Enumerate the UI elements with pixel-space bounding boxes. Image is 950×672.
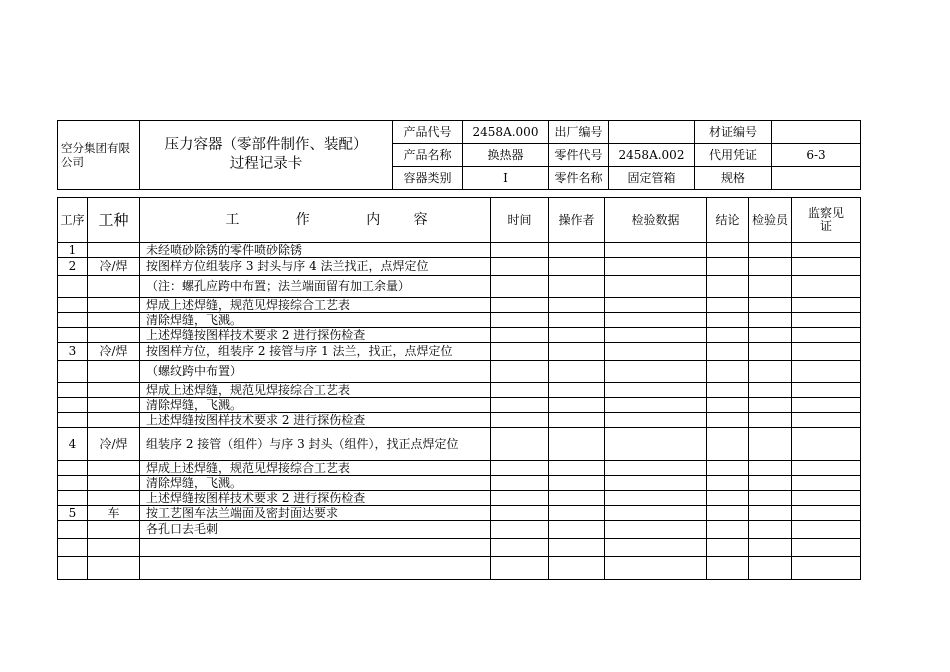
- step-inspector: [749, 398, 792, 413]
- step-operator: [549, 413, 605, 428]
- step-operator: [549, 398, 605, 413]
- step-time: [491, 476, 549, 491]
- step-inspector: [749, 243, 792, 258]
- step-inspection-data: [605, 521, 707, 539]
- step-conclusion: [707, 328, 749, 343]
- step-conclusion: [707, 476, 749, 491]
- step-content: 按工艺图车法兰端面及密封面达要求: [140, 506, 491, 521]
- process-row: [58, 413, 861, 428]
- step-content: （螺纹跨中布置）: [140, 361, 491, 383]
- col-conclusion: 结论: [707, 198, 749, 243]
- step-content: 按图样方位，组装序 2 接管与序 1 法兰，找正，点焊定位: [140, 343, 491, 361]
- step-number: 2: [58, 258, 88, 276]
- step-number: 4: [58, 428, 88, 461]
- step-inspection-data: [605, 328, 707, 343]
- step-operator: [549, 428, 605, 461]
- step-inspector: [749, 461, 792, 476]
- step-content: 按图样方位组装序 3 封头与序 4 法兰找正，点焊定位: [140, 258, 491, 276]
- card-title: [140, 121, 393, 190]
- label-spec: 规格: [695, 167, 772, 190]
- step-trade: [88, 298, 140, 313]
- step-content: 上述焊缝按图样技术要求 2 进行探伤检查: [140, 491, 491, 506]
- step-content: [140, 539, 491, 557]
- step-witness: [792, 491, 861, 506]
- value-vessel-category: I: [463, 167, 549, 190]
- step-number: 1: [58, 243, 88, 258]
- step-time: [491, 243, 549, 258]
- step-content: 清除焊缝，飞溅。: [140, 313, 491, 328]
- step-inspection-data: [605, 476, 707, 491]
- step-inspector: [749, 276, 792, 298]
- step-trade: [88, 539, 140, 557]
- step-inspection-data: [605, 413, 707, 428]
- step-inspection-data: [605, 428, 707, 461]
- step-time: [491, 298, 549, 313]
- value-part-code: 2458A.002: [609, 144, 695, 167]
- step-conclusion: [707, 343, 749, 361]
- step-number: 3: [58, 343, 88, 361]
- label-part-name: 零件名称: [549, 167, 609, 190]
- step-inspector: [749, 413, 792, 428]
- step-inspector: [749, 539, 792, 557]
- value-material-cert: [772, 121, 861, 144]
- step-time: [491, 328, 549, 343]
- step-trade: [88, 491, 140, 506]
- process-row: [58, 506, 861, 521]
- process-row: [58, 491, 861, 506]
- col-content-char-3: 内: [366, 211, 381, 228]
- step-number: [58, 383, 88, 398]
- step-conclusion: [707, 258, 749, 276]
- step-time: [491, 313, 549, 328]
- label-product-name: 产品名称: [393, 144, 463, 167]
- process-row: [58, 428, 861, 461]
- step-time: [491, 491, 549, 506]
- step-operator: [549, 491, 605, 506]
- step-content: 焊成上述焊缝，规范见焊接综合工艺表: [140, 461, 491, 476]
- step-content: 清除焊缝，飞溅。: [140, 476, 491, 491]
- process-row: [58, 243, 861, 258]
- step-number: [58, 521, 88, 539]
- step-operator: [549, 276, 605, 298]
- col-time: 时间: [491, 198, 549, 243]
- step-witness: [792, 276, 861, 298]
- step-conclusion: [707, 313, 749, 328]
- step-inspector: [749, 298, 792, 313]
- step-time: [491, 413, 549, 428]
- step-inspection-data: [605, 557, 707, 580]
- step-time: [491, 539, 549, 557]
- step-conclusion: [707, 243, 749, 258]
- label-part-code: 零件代号: [549, 144, 609, 167]
- step-witness: [792, 298, 861, 313]
- step-time: [491, 521, 549, 539]
- title-line-1: 压力容器（零部件制作、装配）: [164, 137, 368, 153]
- step-time: [491, 506, 549, 521]
- value-substitute-voucher: 6-3: [772, 144, 861, 167]
- label-factory-no: 出厂编号: [549, 121, 609, 144]
- step-trade: [88, 413, 140, 428]
- step-inspector: [749, 328, 792, 343]
- step-inspection-data: [605, 361, 707, 383]
- step-witness: [792, 398, 861, 413]
- step-witness: [792, 243, 861, 258]
- step-inspection-data: [605, 298, 707, 313]
- step-operator: [549, 383, 605, 398]
- process-row: [58, 521, 861, 539]
- step-number: 5: [58, 506, 88, 521]
- step-operator: [549, 313, 605, 328]
- col-content-char-2: 作: [295, 211, 310, 228]
- step-inspection-data: [605, 258, 707, 276]
- process-row: [58, 398, 861, 413]
- process-table: [57, 197, 861, 580]
- step-witness: [792, 521, 861, 539]
- process-rows: [58, 243, 861, 580]
- step-time: [491, 428, 549, 461]
- step-number: [58, 328, 88, 343]
- process-row: [58, 258, 861, 276]
- step-operator: [549, 298, 605, 313]
- step-content: 清除焊缝，飞溅。: [140, 398, 491, 413]
- step-witness: [792, 413, 861, 428]
- step-time: [491, 461, 549, 476]
- step-trade: [88, 313, 140, 328]
- step-operator: [549, 361, 605, 383]
- process-row: [58, 343, 861, 361]
- step-number: [58, 313, 88, 328]
- step-inspector: [749, 521, 792, 539]
- step-witness: [792, 539, 861, 557]
- step-time: [491, 258, 549, 276]
- process-row: [58, 313, 861, 328]
- step-trade: 冷/焊: [88, 258, 140, 276]
- step-trade: [88, 243, 140, 258]
- step-operator: [549, 461, 605, 476]
- step-number: [58, 298, 88, 313]
- col-inspector: 检验员: [749, 198, 792, 243]
- step-trade: 冷/焊: [88, 343, 140, 361]
- step-conclusion: [707, 398, 749, 413]
- process-row: [58, 557, 861, 580]
- step-operator: [549, 328, 605, 343]
- step-witness: [792, 383, 861, 398]
- step-time: [491, 361, 549, 383]
- step-number: [58, 539, 88, 557]
- step-time: [491, 398, 549, 413]
- step-trade: [88, 383, 140, 398]
- step-content: 组装序 2 接管（组件）与序 3 封头（组件），找正点焊定位: [140, 428, 491, 461]
- step-time: [491, 383, 549, 398]
- step-inspection-data: [605, 506, 707, 521]
- step-operator: [549, 506, 605, 521]
- step-operator: [549, 258, 605, 276]
- step-witness: [792, 258, 861, 276]
- process-row: [58, 476, 861, 491]
- step-operator: [549, 521, 605, 539]
- step-operator: [549, 243, 605, 258]
- step-trade: [88, 276, 140, 298]
- step-witness: [792, 557, 861, 580]
- column-header-row: [58, 198, 861, 243]
- step-conclusion: [707, 491, 749, 506]
- col-inspection-data: 检验数据: [605, 198, 707, 243]
- step-trade: [88, 461, 140, 476]
- step-inspector: [749, 557, 792, 580]
- step-inspector: [749, 258, 792, 276]
- step-witness: [792, 343, 861, 361]
- step-witness: [792, 328, 861, 343]
- process-row: [58, 276, 861, 298]
- process-row: [58, 328, 861, 343]
- step-number: [58, 476, 88, 491]
- step-inspection-data: [605, 243, 707, 258]
- col-content-char-4: 容: [413, 211, 428, 228]
- step-witness: [792, 428, 861, 461]
- value-spec: [772, 167, 861, 190]
- step-inspector: [749, 428, 792, 461]
- label-substitute-voucher: 代用凭证: [695, 144, 772, 167]
- step-witness: [792, 476, 861, 491]
- step-trade: [88, 398, 140, 413]
- step-inspection-data: [605, 383, 707, 398]
- label-material-cert: 材证编号: [695, 121, 772, 144]
- process-row: [58, 539, 861, 557]
- step-trade: [88, 521, 140, 539]
- step-conclusion: [707, 413, 749, 428]
- step-trade: 冷/焊: [88, 428, 140, 461]
- step-inspector: [749, 383, 792, 398]
- process-row: [58, 361, 861, 383]
- step-time: [491, 276, 549, 298]
- col-content: [140, 198, 491, 243]
- step-conclusion: [707, 276, 749, 298]
- step-conclusion: [707, 428, 749, 461]
- step-content: 上述焊缝按图样技术要求 2 进行探伤检查: [140, 413, 491, 428]
- step-inspection-data: [605, 398, 707, 413]
- step-witness: [792, 506, 861, 521]
- step-conclusion: [707, 506, 749, 521]
- step-inspection-data: [605, 313, 707, 328]
- step-trade: [88, 557, 140, 580]
- step-inspector: [749, 476, 792, 491]
- col-witness: 监察见证: [792, 198, 861, 243]
- step-content: （注：螺孔应跨中布置；法兰端面留有加工余量）: [140, 276, 491, 298]
- value-part-name: 固定管箱: [609, 167, 695, 190]
- step-witness: [792, 361, 861, 383]
- step-operator: [549, 476, 605, 491]
- step-content: 上述焊缝按图样技术要求 2 进行探伤检查: [140, 328, 491, 343]
- step-content: [140, 557, 491, 580]
- step-trade: 车: [88, 506, 140, 521]
- step-conclusion: [707, 361, 749, 383]
- label-product-code: 产品代号: [393, 121, 463, 144]
- step-witness: [792, 461, 861, 476]
- step-inspection-data: [605, 539, 707, 557]
- label-vessel-category: 容器类别: [393, 167, 463, 190]
- step-inspector: [749, 361, 792, 383]
- step-witness: [792, 313, 861, 328]
- col-content-char-1: 工: [225, 211, 240, 228]
- value-factory-no: [609, 121, 695, 144]
- process-row: [58, 383, 861, 398]
- step-content: 焊成上述焊缝，规范见焊接综合工艺表: [140, 383, 491, 398]
- step-inspection-data: [605, 276, 707, 298]
- step-inspector: [749, 491, 792, 506]
- step-time: [491, 557, 549, 580]
- step-trade: [88, 328, 140, 343]
- step-content: 各孔口去毛刺: [140, 521, 491, 539]
- step-trade: [88, 361, 140, 383]
- step-conclusion: [707, 539, 749, 557]
- step-content: 未经喷砂除锈的零件喷砂除锈: [140, 243, 491, 258]
- step-conclusion: [707, 521, 749, 539]
- company-name: 空分集团有限公司: [58, 121, 140, 190]
- step-operator: [549, 343, 605, 361]
- step-conclusion: [707, 383, 749, 398]
- step-conclusion: [707, 461, 749, 476]
- value-product-name: 换热器: [463, 144, 549, 167]
- step-content: 焊成上述焊缝，规范见焊接综合工艺表: [140, 298, 491, 313]
- title-line-2: 过程记录卡: [229, 156, 303, 172]
- value-product-code: 2458A.000: [463, 121, 549, 144]
- step-operator: [549, 539, 605, 557]
- header-table: [57, 120, 861, 190]
- step-conclusion: [707, 298, 749, 313]
- col-seq: 工序: [58, 198, 88, 243]
- step-number: [58, 557, 88, 580]
- step-conclusion: [707, 557, 749, 580]
- step-inspection-data: [605, 491, 707, 506]
- process-row: [58, 461, 861, 476]
- step-inspection-data: [605, 461, 707, 476]
- step-number: [58, 461, 88, 476]
- step-time: [491, 343, 549, 361]
- process-row: [58, 298, 861, 313]
- step-inspection-data: [605, 343, 707, 361]
- step-inspector: [749, 506, 792, 521]
- step-inspector: [749, 343, 792, 361]
- step-number: [58, 398, 88, 413]
- step-number: [58, 491, 88, 506]
- step-operator: [549, 557, 605, 580]
- step-inspector: [749, 313, 792, 328]
- step-number: [58, 413, 88, 428]
- col-operator: 操作者: [549, 198, 605, 243]
- step-trade: [88, 476, 140, 491]
- step-number: [58, 361, 88, 383]
- col-trade: 工种: [88, 198, 140, 243]
- step-number: [58, 276, 88, 298]
